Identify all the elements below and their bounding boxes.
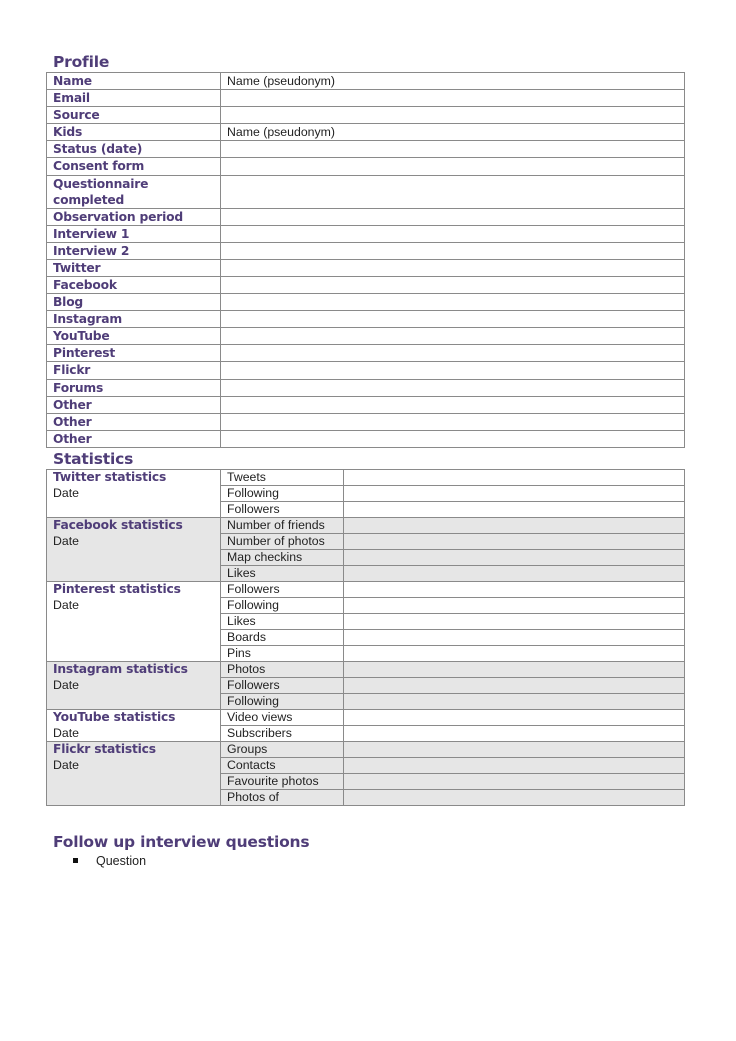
stats-group-cell	[47, 518, 221, 582]
stats-group-date[interactable]: Date	[53, 598, 79, 612]
profile-field-label: Forums	[47, 379, 221, 396]
stats-metric-value[interactable]	[344, 726, 685, 742]
profile-row	[47, 73, 685, 90]
profile-field-value[interactable]	[221, 379, 685, 396]
stats-group-cell	[47, 662, 221, 710]
profile-field-label: Kids	[47, 124, 221, 141]
stats-metric-value[interactable]	[344, 486, 685, 502]
stats-group-cell	[47, 582, 221, 662]
stats-metric-value[interactable]	[344, 646, 685, 662]
profile-field-value[interactable]	[221, 225, 685, 242]
profile-row	[47, 362, 685, 379]
profile-row	[47, 379, 685, 396]
stats-row	[47, 742, 685, 758]
profile-row	[47, 396, 685, 413]
stats-group-date[interactable]: Date	[53, 534, 79, 548]
stats-row	[47, 518, 685, 534]
profile-table	[46, 72, 685, 448]
stats-metric-value[interactable]	[344, 582, 685, 598]
profile-heading: Profile	[53, 53, 110, 71]
profile-row	[47, 259, 685, 276]
stats-group-name: Flickr statistics	[53, 742, 156, 756]
profile-field-label: Name	[47, 73, 221, 90]
stats-metric-label: Following	[221, 598, 344, 614]
stats-metric-value[interactable]	[344, 758, 685, 774]
profile-row	[47, 276, 685, 293]
profile-field-label: Observation period	[47, 208, 221, 225]
profile-row	[47, 294, 685, 311]
stats-metric-label: Followers	[221, 582, 344, 598]
statistics-heading: Statistics	[53, 450, 134, 468]
stats-metric-label: Tweets	[221, 470, 344, 486]
profile-field-label: Other	[47, 396, 221, 413]
statistics-table	[46, 469, 685, 806]
profile-field-label: YouTube	[47, 328, 221, 345]
stats-group-cell	[47, 710, 221, 742]
profile-field-value[interactable]	[221, 311, 685, 328]
profile-field-value[interactable]	[221, 107, 685, 124]
stats-metric-value[interactable]	[344, 630, 685, 646]
stats-metric-value[interactable]	[344, 710, 685, 726]
stats-metric-label: Likes	[221, 566, 344, 582]
profile-field-label: Source	[47, 107, 221, 124]
profile-field-label: Flickr	[47, 362, 221, 379]
profile-row	[47, 141, 685, 158]
stats-metric-label: Map checkins	[221, 550, 344, 566]
profile-field-value[interactable]	[221, 242, 685, 259]
profile-row	[47, 107, 685, 124]
stats-group-name: Twitter statistics	[53, 470, 167, 484]
stats-metric-value[interactable]	[344, 678, 685, 694]
stats-metric-label: Followers	[221, 678, 344, 694]
stats-metric-label: Video views	[221, 710, 344, 726]
profile-field-value[interactable]	[221, 208, 685, 225]
stats-metric-label: Contacts	[221, 758, 344, 774]
profile-row	[47, 158, 685, 175]
stats-group-name: Facebook statistics	[53, 518, 183, 532]
stats-metric-label: Photos of	[221, 790, 344, 806]
profile-field-value[interactable]	[221, 90, 685, 107]
stats-group-date[interactable]: Date	[53, 726, 79, 740]
profile-field-value[interactable]	[221, 276, 685, 293]
profile-row	[47, 124, 685, 141]
profile-field-value[interactable]	[221, 345, 685, 362]
stats-metric-value[interactable]	[344, 790, 685, 806]
stats-group-date[interactable]: Date	[53, 758, 79, 772]
profile-row	[47, 311, 685, 328]
stats-metric-label: Favourite photos	[221, 774, 344, 790]
stats-metric-value[interactable]	[344, 534, 685, 550]
profile-field-value[interactable]	[221, 413, 685, 430]
stats-metric-label: Groups	[221, 742, 344, 758]
profile-row	[47, 225, 685, 242]
stats-row	[47, 470, 685, 486]
profile-field-label: Pinterest	[47, 345, 221, 362]
stats-metric-value[interactable]	[344, 742, 685, 758]
profile-row	[47, 328, 685, 345]
profile-field-label: Status (date)	[47, 141, 221, 158]
profile-field-label: Email	[47, 90, 221, 107]
profile-field-label: Twitter	[47, 259, 221, 276]
bullet-square-icon	[73, 858, 78, 863]
profile-field-label: Blog	[47, 294, 221, 311]
stats-metric-value[interactable]	[344, 774, 685, 790]
profile-field-label: Interview 2	[47, 242, 221, 259]
profile-field-value[interactable]	[221, 158, 685, 175]
stats-group-date[interactable]: Date	[53, 678, 79, 692]
stats-group-name: Pinterest statistics	[53, 582, 181, 596]
profile-field-value[interactable]	[221, 294, 685, 311]
stats-metric-label: Pins	[221, 646, 344, 662]
profile-field-label: Questionnaire completed	[47, 175, 221, 208]
profile-field-value[interactable]	[221, 396, 685, 413]
followup-item: Question	[96, 854, 147, 868]
stats-metric-label: Photos	[221, 662, 344, 678]
profile-field-label: Interview 1	[47, 225, 221, 242]
profile-field-label: Other	[47, 413, 221, 430]
profile-field-value[interactable]	[221, 175, 685, 208]
stats-metric-label: Subscribers	[221, 726, 344, 742]
profile-row	[47, 208, 685, 225]
stats-row	[47, 582, 685, 598]
stats-metric-label: Following	[221, 694, 344, 710]
stats-metric-label: Boards	[221, 630, 344, 646]
stats-group-date[interactable]: Date	[53, 486, 79, 500]
profile-field-value[interactable]	[221, 141, 685, 158]
stats-metric-label: Likes	[221, 614, 344, 630]
profile-row	[47, 90, 685, 107]
profile-row	[47, 242, 685, 259]
stats-metric-label: Number of friends	[221, 518, 344, 534]
profile-row	[47, 413, 685, 430]
stats-metric-value[interactable]	[344, 662, 685, 678]
stats-metric-value[interactable]	[344, 598, 685, 614]
profile-field-value[interactable]	[221, 259, 685, 276]
profile-row	[47, 430, 685, 447]
stats-metric-value[interactable]	[344, 566, 685, 582]
stats-group-cell	[47, 470, 221, 518]
stats-metric-label: Number of photos	[221, 534, 344, 550]
profile-field-value[interactable]	[221, 430, 685, 447]
stats-group-cell	[47, 742, 221, 806]
followup-list	[73, 854, 146, 868]
stats-metric-value[interactable]	[344, 550, 685, 566]
profile-field-label: Other	[47, 430, 221, 447]
profile-field-value[interactable]	[221, 328, 685, 345]
stats-metric-value[interactable]	[344, 470, 685, 486]
stats-metric-value[interactable]	[344, 502, 685, 518]
profile-row	[47, 345, 685, 362]
stats-group-name: Instagram statistics	[53, 662, 188, 676]
profile-field-value[interactable]	[221, 362, 685, 379]
stats-row	[47, 710, 685, 726]
stats-metric-label: Following	[221, 486, 344, 502]
stats-metric-label: Followers	[221, 502, 344, 518]
profile-field-label: Instagram	[47, 311, 221, 328]
profile-field-label: Consent form	[47, 158, 221, 175]
stats-metric-value[interactable]	[344, 614, 685, 630]
profile-field-value[interactable]: Name (pseudonym)	[221, 124, 685, 141]
stats-row	[47, 662, 685, 678]
profile-field-label: Facebook	[47, 276, 221, 293]
stats-metric-value[interactable]	[344, 518, 685, 534]
profile-field-value[interactable]: Name (pseudonym)	[221, 73, 685, 90]
stats-metric-value[interactable]	[344, 694, 685, 710]
profile-row	[47, 175, 685, 208]
stats-group-name: YouTube statistics	[53, 710, 176, 724]
followup-heading: Follow up interview questions	[53, 833, 310, 851]
